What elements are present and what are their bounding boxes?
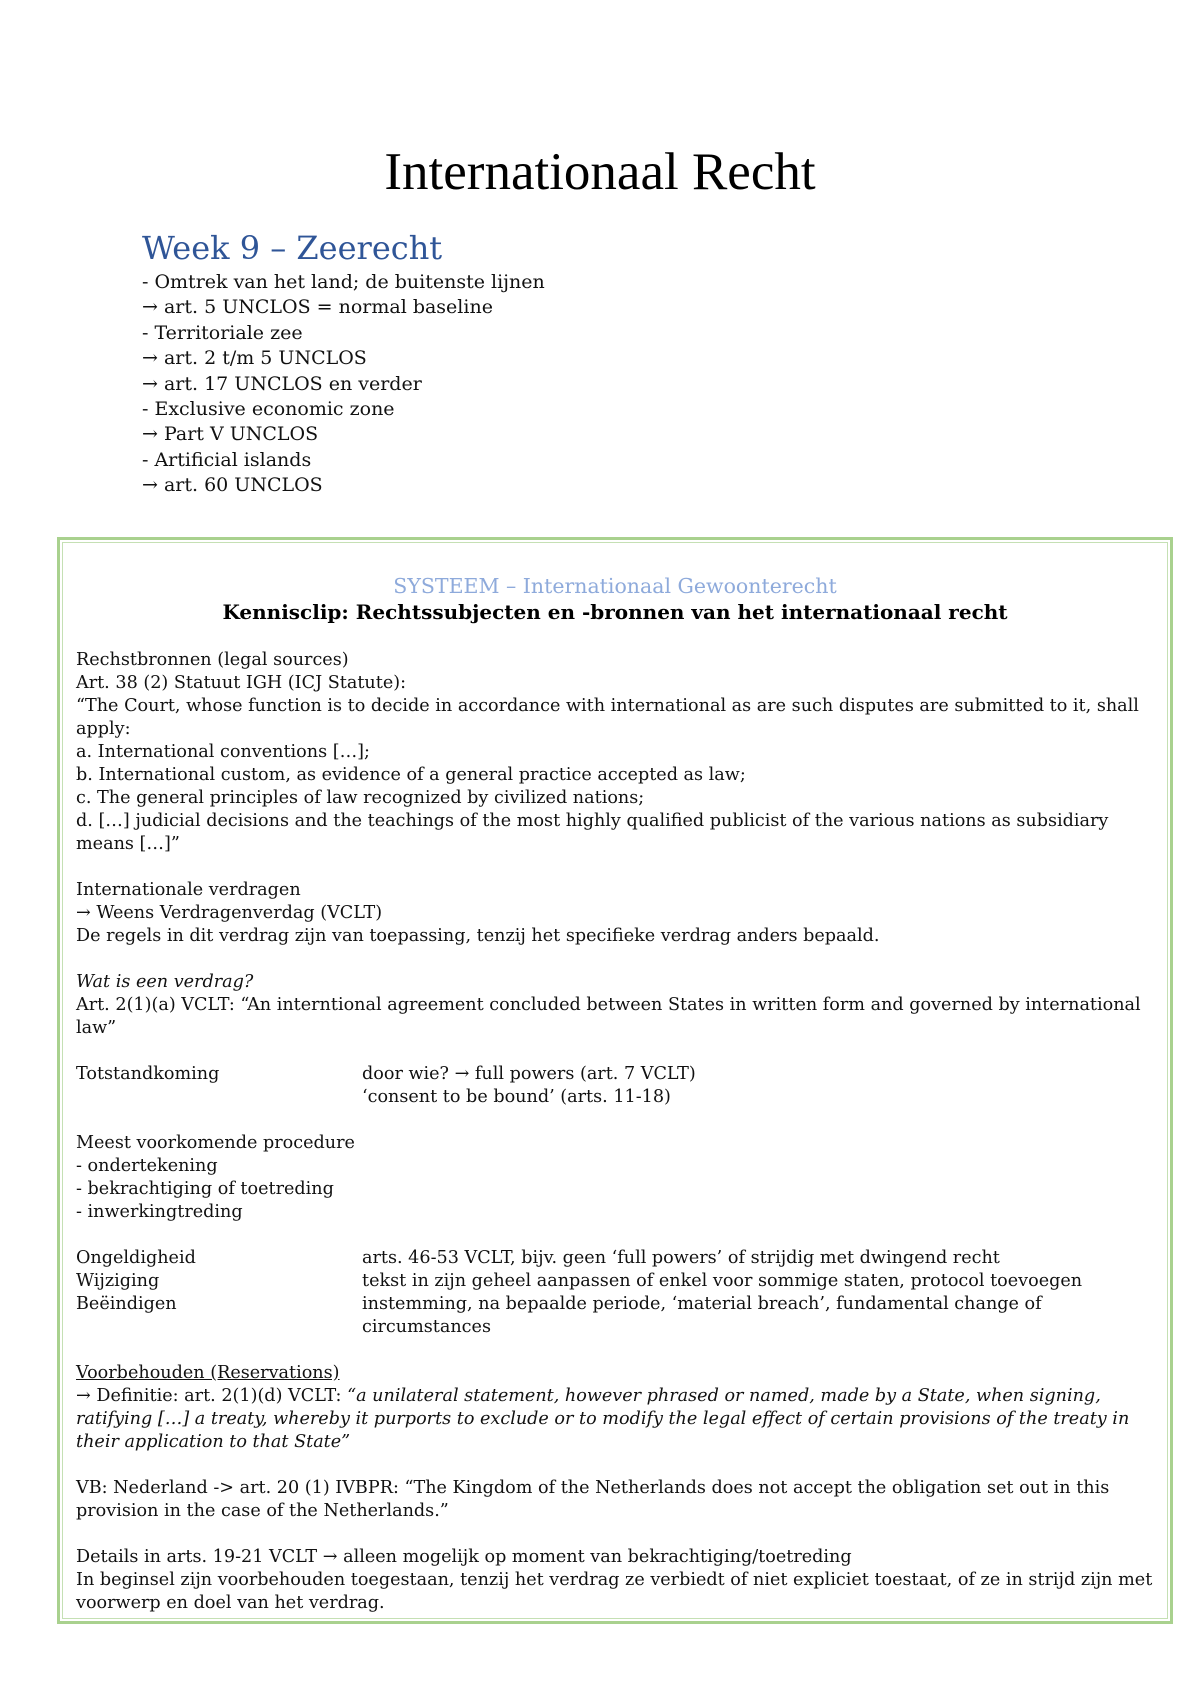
sources-item-d: d. […] judicial decisions and the teachings of the most highly qualified publicist of the various nations as subsidiary means […]”	[76, 811, 1109, 854]
formation-line: door wie? → full powers (art. 7 VCLT)	[362, 1064, 696, 1084]
box-title: Kennisclip: Rechtssubjecten en -bronnen van het internationaal recht	[222, 600, 1008, 624]
reservations-def-prefix: → Definitie: art. 2(1)(d) VCLT:	[76, 1386, 348, 1406]
outline-line: → art. 17 UNCLOS en verder	[142, 372, 422, 395]
treaties-rule: De regels in dit verdrag zijn van toepassing, tenzij het specifieke verdrag anders bepaald.	[76, 926, 880, 946]
reservations-heading: Voorbehouden (Reservations)	[76, 1363, 340, 1383]
definition-answer: Art. 2(1)(a) VCLT: “An interntional agreement concluded between States in written form and governed by international law”	[76, 995, 1141, 1038]
sources-item-a: a. International conventions […];	[76, 742, 370, 762]
formation-line: ‘consent to be bound’ (arts. 11-18)	[362, 1087, 671, 1107]
outline-line: - Artificial islands	[142, 448, 312, 471]
reservations-definition	[76, 1385, 1154, 1454]
outline-line: - Exclusive economic zone	[142, 398, 395, 421]
reservations-def-quote: “a unilateral statement, however phrased or named, made by a State, when signing, ratifying […] a treaty, whereby it purports to exclude or to modify the legal effect of certain provisions of the treaty in their application to that State”	[76, 1386, 1130, 1452]
sources-quote: “The Court, whose function is to decide in accordance with international as are such disputes are submitted to it, shall apply:	[76, 696, 1139, 739]
treaties-heading: Internationale verdragen	[76, 880, 301, 900]
formation-label: Totstandkoming	[76, 1064, 220, 1084]
procedure-heading: Meest voorkomende procedure	[76, 1133, 355, 1153]
sources-heading: Rechstbronnen (legal sources)	[76, 650, 349, 670]
outline-line: → art. 60 UNCLOS	[142, 474, 323, 497]
formation-row	[76, 1063, 1154, 1109]
outline-line: - Territoriale zee	[142, 321, 303, 344]
reservations-principle: In beginsel zijn voorbehouden toegestaan, tenzij het verdrag ze verbiedt of niet expliciet toestaat, of ze in strijd zijn met voorwerp en doel van het verdrag.	[76, 1570, 1153, 1613]
box-category: SYSTEEM – Internationaal Gewoonterecht	[393, 574, 837, 598]
sources-item-c: c. The general principles of law recognized by civilized nations;	[76, 788, 645, 808]
amendment-value: tekst in zijn geheel aanpassen of enkel voor sommige staten, protocol toevoegen	[362, 1271, 1083, 1291]
outline-line: - Omtrek van het land; de buitenste lijnen	[142, 271, 545, 293]
week-heading: Week 9 – Zeerecht	[142, 229, 443, 267]
amendment-row	[76, 1270, 1154, 1293]
procedure-item: - ondertekening	[76, 1156, 218, 1176]
procedure-item: - inwerkingtreding	[76, 1202, 243, 1222]
sources-item-b: b. International custom, as evidence of a general practice accepted as law;	[76, 765, 746, 785]
outline-line: → art. 2 t/m 5 UNCLOS	[142, 347, 367, 370]
invalidity-value: arts. 46-53 VCLT, bijv. geen ‘full powers’ of strijdig met dwingend recht	[362, 1248, 1000, 1268]
amendment-label: Wijziging	[76, 1271, 160, 1291]
sources-article: Art. 38 (2) Statuut IGH (ICJ Statute):	[76, 673, 407, 693]
definition-question: Wat is een verdrag?	[76, 972, 254, 992]
summary-box	[57, 537, 1173, 1624]
week-section	[142, 228, 1042, 499]
invalidity-label: Ongeldigheid	[76, 1248, 196, 1268]
reservations-details: Details in arts. 19-21 VCLT → alleen mogelijk op moment van bekrachtiging/toetreding	[76, 1547, 852, 1567]
treaties-vclt: → Weens Verdragenverdag (VCLT)	[76, 903, 383, 923]
page-title: Internationaal Recht	[384, 143, 816, 201]
procedure-item: - bekrachtiging of toetreding	[76, 1179, 334, 1199]
termination-label: Beëindigen	[76, 1294, 177, 1314]
reservations-example: VB: Nederland -> art. 20 (1) IVBPR: “The Kingdom of the Netherlands does not accept the obligation set out in this provision in the case of the Netherlands.”	[76, 1478, 1110, 1521]
outline-line: → Part V UNCLOS	[142, 423, 319, 446]
termination-value: instemming, na bepaalde periode, ‘material breach’, fundamental change of circumstances	[362, 1294, 1042, 1337]
termination-row	[76, 1293, 1154, 1339]
invalidity-row	[76, 1247, 1154, 1270]
outline-line: → art. 5 UNCLOS = normal baseline	[142, 296, 493, 319]
